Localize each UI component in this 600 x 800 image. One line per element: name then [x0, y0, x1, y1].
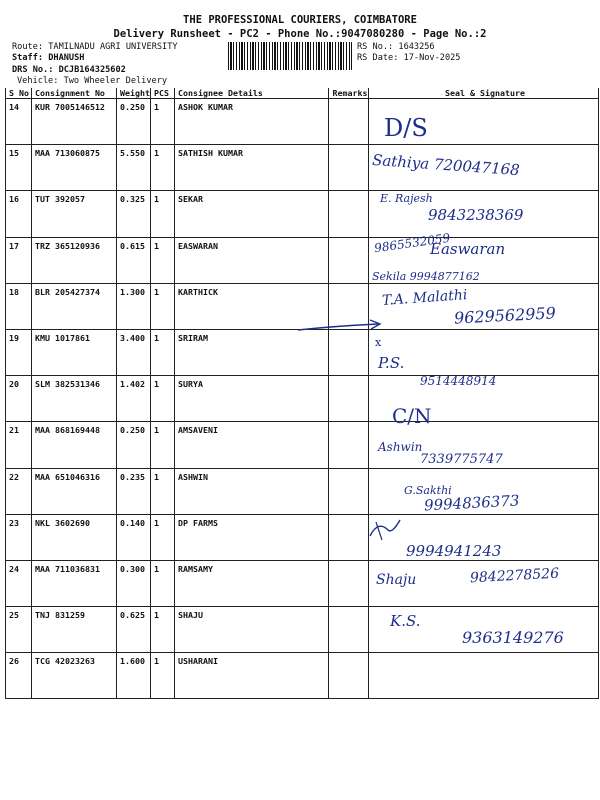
consignment-cell: SLM 382531346	[32, 376, 117, 422]
pcs-cell: 1	[151, 376, 175, 422]
pcs-cell: 1	[151, 560, 175, 606]
sno-cell: 20	[6, 376, 32, 422]
remarks-cell	[329, 514, 369, 560]
sno-cell: 22	[6, 468, 32, 514]
rs-number: RS No.: 1643256	[357, 42, 435, 52]
signature-21: C/N	[392, 404, 432, 428]
consignee-cell: KARTHICK	[175, 283, 329, 329]
remarks-cell	[329, 422, 369, 468]
signature-24-mark-icon	[366, 516, 406, 544]
col-weight: Weight	[117, 88, 151, 99]
signature-15: Sathiya 720047168	[371, 150, 521, 180]
consignee-cell: EASWARAN	[175, 237, 329, 283]
weight-cell: 0.235	[117, 468, 151, 514]
consignee-cell: ASHWIN	[175, 468, 329, 514]
signature-17-name: Easwaran	[430, 240, 506, 258]
table-row	[6, 237, 599, 283]
remarks-cell	[329, 653, 369, 699]
arrow-annotation-icon	[296, 318, 386, 338]
runsheet-table	[5, 88, 599, 699]
remarks-cell	[329, 468, 369, 514]
weight-cell: 5.550	[117, 145, 151, 191]
company-title: THE PROFESSIONAL COURIERS, COIMBATORE	[183, 14, 417, 26]
weight-cell: 3.400	[117, 329, 151, 375]
signature-22-name: Ashwin	[378, 440, 423, 454]
weight-cell: 1.600	[117, 653, 151, 699]
rs-date: RS Date: 17-Nov-2025	[357, 53, 461, 63]
sno-cell: 23	[6, 514, 32, 560]
weight-cell: 0.615	[117, 237, 151, 283]
consignee-cell: RAMSAMY	[175, 560, 329, 606]
consignee-cell: SEKAR	[175, 191, 329, 237]
pcs-cell: 1	[151, 283, 175, 329]
pcs-cell: 1	[151, 607, 175, 653]
pcs-cell: 1	[151, 237, 175, 283]
col-signature: Seal & Signature	[369, 88, 599, 99]
vehicle-label: Vehicle: Two Wheeler Delivery	[17, 76, 168, 86]
table-row	[6, 422, 599, 468]
consignee-cell: USHARANI	[175, 653, 329, 699]
remarks-cell	[329, 376, 369, 422]
signature-16-phone: 9843238369	[428, 206, 524, 224]
pcs-cell: 1	[151, 653, 175, 699]
signature-20-initials: P.S.	[378, 354, 405, 372]
consignment-cell: MAA 713060875	[32, 145, 117, 191]
signature-19-phone: 9629562959	[453, 303, 557, 328]
remarks-cell	[329, 99, 369, 145]
signature-14: D/S	[384, 114, 428, 142]
consignee-cell: SHAJU	[175, 607, 329, 653]
table-header-row	[6, 88, 599, 99]
table-row	[6, 514, 599, 560]
col-remarks: Remarks	[329, 88, 369, 99]
weight-cell: 1.300	[117, 283, 151, 329]
staff-label: Staff: DHANUSH	[12, 53, 85, 63]
signature-25-phone: 9842278526	[469, 565, 560, 587]
consignment-cell: KMU 1017861	[32, 329, 117, 375]
col-pcs: PCS	[151, 88, 175, 99]
col-consignment: Consignment No	[32, 88, 117, 99]
signature-16-name: E. Rajesh	[380, 192, 433, 205]
signature-cell	[369, 653, 599, 699]
sno-cell: 21	[6, 422, 32, 468]
sno-cell: 16	[6, 191, 32, 237]
pcs-cell: 1	[151, 514, 175, 560]
weight-cell: 0.300	[117, 560, 151, 606]
consignment-cell: MAA 868169448	[32, 422, 117, 468]
cross-mark-icon: x	[375, 336, 382, 349]
weight-cell: 0.325	[117, 191, 151, 237]
sno-cell: 24	[6, 560, 32, 606]
remarks-cell	[329, 191, 369, 237]
sno-cell: 14	[6, 99, 32, 145]
barcode	[228, 42, 352, 70]
remarks-cell	[329, 237, 369, 283]
consignment-cell: TNJ 831259	[32, 607, 117, 653]
signature-23-name: G.Sakthi	[404, 484, 452, 497]
weight-cell: 0.625	[117, 607, 151, 653]
signature-24-phone: 9994941243	[406, 542, 502, 560]
weight-cell: 1.402	[117, 376, 151, 422]
consignment-cell: MAA 711036831	[32, 560, 117, 606]
sno-cell: 15	[6, 145, 32, 191]
signature-20-phone: 9514448914	[420, 374, 497, 388]
consignee-cell: ASHOK KUMAR	[175, 99, 329, 145]
weight-cell: 0.140	[117, 514, 151, 560]
remarks-cell	[329, 560, 369, 606]
signature-22-phone: 7339775747	[420, 452, 503, 467]
signature-18: Sekila 9994877162	[372, 270, 480, 283]
consignee-cell: DP FARMS	[175, 514, 329, 560]
consignment-cell: MAA 651046316	[32, 468, 117, 514]
signature-23-phone: 9994836373	[423, 491, 520, 515]
sno-cell: 18	[6, 283, 32, 329]
route-label: Route: TAMILNADU AGRI UNIVERSITY	[12, 42, 178, 52]
weight-cell: 0.250	[117, 422, 151, 468]
consignment-cell: TRZ 365120936	[32, 237, 117, 283]
table-row	[6, 376, 599, 422]
sno-cell: 17	[6, 237, 32, 283]
sno-cell: 26	[6, 653, 32, 699]
col-sno: S No	[6, 88, 32, 99]
table-row	[6, 99, 599, 145]
pcs-cell: 1	[151, 191, 175, 237]
consignee-cell: SURYA	[175, 376, 329, 422]
pcs-cell: 1	[151, 99, 175, 145]
remarks-cell	[329, 145, 369, 191]
signature-25-name: Shaju	[376, 572, 417, 588]
consignment-cell: NKL 3602690	[32, 514, 117, 560]
drs-number: DRS No.: DCJB164325602	[12, 65, 126, 75]
table-row	[6, 653, 599, 699]
consignment-cell: TUT 392057	[32, 191, 117, 237]
weight-cell: 0.250	[117, 99, 151, 145]
consignee-cell: AMSAVENI	[175, 422, 329, 468]
signature-17-phone: 9865532059	[373, 230, 451, 256]
runsheet-subtitle: Delivery Runsheet - PC2 - Phone No.:9047080280 - Page No.:2	[113, 28, 487, 40]
remarks-cell	[329, 607, 369, 653]
signature-26-initials: K.S.	[390, 612, 421, 630]
signature-26-phone: 9363149276	[462, 628, 564, 647]
sno-cell: 19	[6, 329, 32, 375]
pcs-cell: 1	[151, 422, 175, 468]
consignee-cell: SATHISH KUMAR	[175, 145, 329, 191]
consignment-cell: KUR 7005146512	[32, 99, 117, 145]
consignee-cell: SRIRAM	[175, 329, 329, 375]
consignment-cell: TCG 42023263	[32, 653, 117, 699]
consignment-cell: BLR 205427374	[32, 283, 117, 329]
pcs-cell: 1	[151, 468, 175, 514]
pcs-cell: 1	[151, 145, 175, 191]
pcs-cell: 1	[151, 329, 175, 375]
sno-cell: 25	[6, 607, 32, 653]
col-consignee: Consignee Details	[175, 88, 329, 99]
signature-19-name: T.A. Malathi	[381, 287, 468, 309]
